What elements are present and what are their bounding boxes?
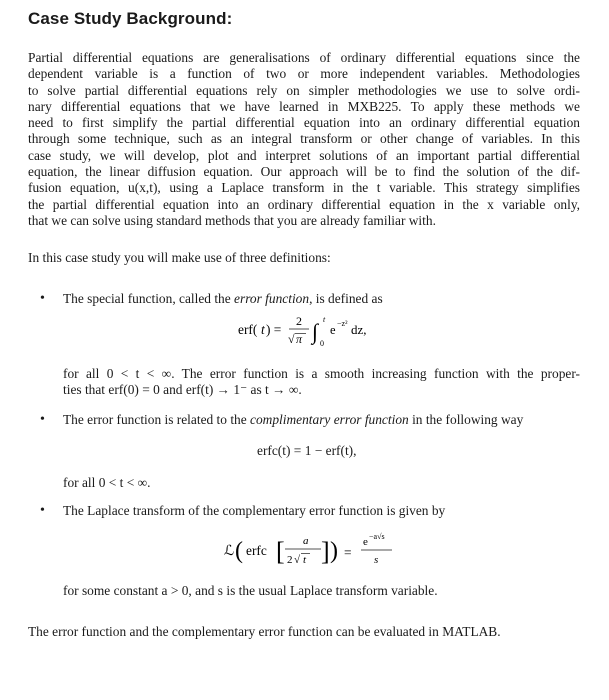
bullet-two-emphasis: complimentary error function xyxy=(250,412,409,427)
svg-text:t: t xyxy=(303,554,307,566)
section-heading: Case Study Background: xyxy=(28,9,233,28)
intro-line: through some technique, such as an integral transform or other change of variables. In this xyxy=(28,131,580,147)
svg-text:∫: ∫ xyxy=(312,319,319,344)
svg-text:√: √ xyxy=(288,332,295,346)
erf-equation-graphic xyxy=(238,310,368,354)
intro-line: that we can solve using standard methods that you are already familiar with. xyxy=(28,212,436,228)
intro-paragraph xyxy=(28,50,580,229)
bullet-one-emphasis: error function xyxy=(234,291,310,306)
svg-text:[: [ xyxy=(276,537,285,566)
svg-text:t: t xyxy=(323,315,326,324)
laplace-equation xyxy=(224,527,414,579)
intro-line: need to first simplify the partial differential equation into an ordinary differential equation xyxy=(28,115,580,131)
svg-text:2: 2 xyxy=(296,314,302,328)
intro-line: fusion equation, u(x,t), using a Laplace transform in the t variable. This strategy simplifies xyxy=(28,180,580,196)
bullet-marker: • xyxy=(40,412,45,427)
svg-text:s: s xyxy=(374,554,379,566)
svg-text:]: ] xyxy=(321,537,330,566)
svg-text:π: π xyxy=(296,332,303,346)
bullet-one-text-before: The special function, called the xyxy=(63,291,235,306)
svg-text:−a√s: −a√s xyxy=(369,532,385,541)
bullet-one-after-line: ties that erf(0) = 0 and erf(t) → 1⁻ as t → ∞. xyxy=(63,382,302,398)
intro-line: Partial differential equations are generalisations of ordinary differential equations since the xyxy=(28,50,580,65)
erfc-equation: erfc(t) = 1 − erf(t), xyxy=(257,443,357,458)
svg-text:(: ( xyxy=(235,538,243,564)
svg-text:erfc: erfc xyxy=(246,543,267,558)
intro-line: to solve partial differential equations rely on simpler methodologies we use to solve ordi- xyxy=(28,82,580,98)
bullet-one-intro xyxy=(63,291,580,307)
bullet-marker: • xyxy=(40,503,45,518)
intro-line: equation, the linear diffusion equation. Our approach will be to find the solution of the dif- xyxy=(28,164,580,180)
lead-in-sentence: In this case study you will make use of three definitions: xyxy=(28,250,331,265)
bullet-one-after xyxy=(63,366,580,399)
bullet-two-text-after: in the following way xyxy=(408,412,524,427)
svg-text:−z²: −z² xyxy=(337,319,348,328)
svg-text:0: 0 xyxy=(320,339,324,348)
intro-line: nary differential equations that we have learned in MXB225. To apply these methods we xyxy=(28,98,580,114)
bullet-one-text-after: , is defined as xyxy=(309,291,383,306)
svg-text:): ) xyxy=(330,538,338,564)
laplace-equation-graphic xyxy=(224,527,414,575)
bullet-three-after: for some constant a > 0, and s is the usual Laplace transform variable. xyxy=(63,583,438,598)
svg-text:2: 2 xyxy=(287,554,293,566)
bullet-two-text-before: The error function is related to the xyxy=(63,412,251,427)
svg-text:=: = xyxy=(344,545,352,560)
svg-text:dz,: dz, xyxy=(351,322,367,337)
intro-line: dependent variable is a function of two or more independent variables. Methodologies xyxy=(28,66,580,82)
bullet-one-after-line: for all 0 < t < ∞. The error function is a smooth increasing function with the proper- xyxy=(63,366,580,381)
svg-text:e: e xyxy=(363,536,368,548)
svg-text:ℒ: ℒ xyxy=(224,544,235,559)
svg-text:a: a xyxy=(303,535,309,547)
svg-text:t: t xyxy=(261,322,265,337)
erf-equation xyxy=(238,310,368,358)
svg-text:) =: ) = xyxy=(266,322,282,337)
bullet-two-after: for all 0 < t < ∞. xyxy=(63,475,151,490)
bullet-three-intro: The Laplace transform of the complementary error function is given by xyxy=(63,503,446,518)
svg-text:√: √ xyxy=(294,554,301,566)
svg-text:erf(: erf( xyxy=(238,322,258,337)
svg-text:e: e xyxy=(330,323,336,337)
intro-line: the partial differential equation into an ordinary differential equation in the x variable only, xyxy=(28,196,580,212)
bullet-two-intro xyxy=(63,412,580,428)
bullet-marker: • xyxy=(40,291,45,306)
intro-line: case study, we will develop, plot and interpret solutions of an important partial differential xyxy=(28,147,580,163)
closing-paragraph: The error function and the complementary error function can be evaluated in MATLAB. xyxy=(28,624,501,639)
